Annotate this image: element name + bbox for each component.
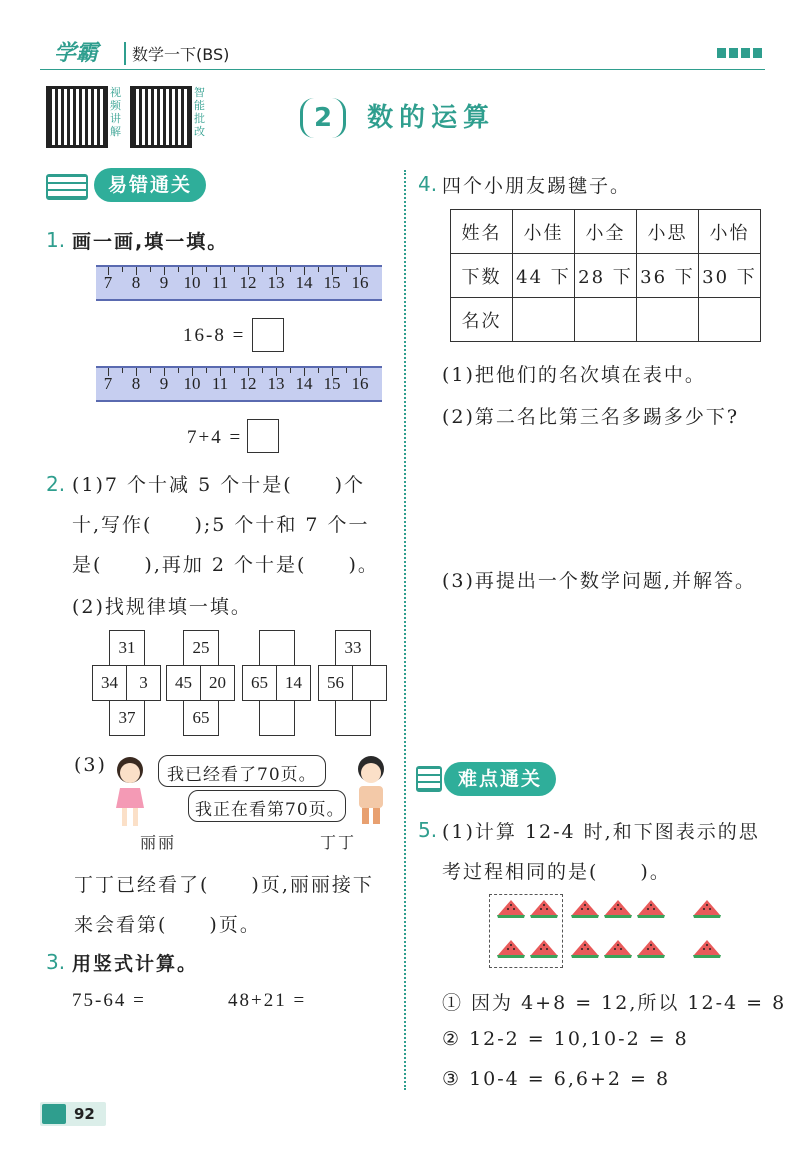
cross-3-left: 65 (242, 665, 277, 701)
watermelon-slice-icon (496, 898, 526, 918)
cross-3-right: 14 (276, 665, 311, 701)
table-cell: 44 下 (513, 254, 575, 298)
q3-title: 用竖式计算。 (72, 953, 199, 975)
ruler-minor-tick (262, 267, 263, 272)
ruler-number: 8 (131, 374, 141, 393)
pencil-note-icon (416, 766, 442, 792)
q5-option-3[interactable]: ③ 10-4 = 6,6+2 = 8 (442, 1068, 671, 1090)
table-cell: 下数 (451, 254, 513, 298)
ruler-minor-tick (150, 267, 151, 272)
watermelon-slice-icon (496, 938, 526, 958)
q5-option-1[interactable]: ① 因为 4+8 = 12,所以 12-4 = 8 (442, 992, 787, 1014)
q2-line3: 是( ),再加 2 个十是( )。 (72, 554, 379, 576)
header-squares (717, 48, 765, 58)
ruler-number: 7 (103, 374, 113, 393)
table-row (451, 210, 761, 254)
cross-4-right[interactable] (352, 665, 387, 701)
ruler-number: 12 (239, 374, 257, 393)
chapter-title: 数的运算 (367, 103, 496, 133)
q4-sub1: (1)把他们的名次填在表中。 (442, 364, 706, 386)
boy-name: 丁丁 (320, 833, 357, 852)
ruler-minor-tick (262, 368, 263, 373)
number-ruler-2 (96, 366, 382, 402)
watermelon-slice-icon (570, 898, 600, 918)
ruler-minor-tick (206, 267, 207, 272)
ruler-minor-tick (290, 267, 291, 272)
q5-number: 5. (418, 818, 438, 842)
q5-line1: (1)计算 12-4 时,和下图表示的思 (442, 821, 760, 843)
q1-equation-2: 7+4 = (187, 427, 243, 448)
table-cell: 小思 (637, 210, 699, 254)
ruler-number: 15 (323, 374, 341, 393)
ruler-number: 16 (351, 374, 369, 393)
answer-box-2[interactable] (247, 419, 279, 453)
ruler-number: 14 (295, 273, 313, 292)
watermelon-slice-icon (529, 938, 559, 958)
ruler-number: 13 (267, 374, 285, 393)
cross-1-right: 3 (126, 665, 161, 701)
watermelon-slice-icon (570, 938, 600, 958)
section-easy-errors: 易错通关 (94, 168, 206, 202)
ruler-number: 15 (323, 273, 341, 292)
q2-number: 2. (46, 472, 66, 496)
ruler-minor-tick (122, 267, 123, 272)
bubble-1-text: 我已经看了70页。 (167, 765, 317, 785)
rank-cell[interactable] (637, 298, 699, 342)
ruler-minor-tick (234, 267, 235, 272)
page-number-tab (40, 1102, 106, 1126)
ruler-minor-tick (346, 368, 347, 373)
watermelon-slice-icon (692, 898, 722, 918)
ruler-number: 12 (239, 273, 257, 292)
kick-table (450, 209, 761, 342)
speech-bubble-2 (188, 790, 346, 822)
cross-3-bottom[interactable] (259, 700, 295, 736)
cross-2-right: 20 (200, 665, 235, 701)
cross-1-left: 34 (92, 665, 127, 701)
ruler-minor-tick (234, 368, 235, 373)
ruler-number: 14 (295, 374, 313, 393)
ruler-minor-tick (122, 368, 123, 373)
number-ruler-1 (96, 265, 382, 301)
ruler-number: 9 (159, 273, 169, 292)
pattern-cross-1 (92, 630, 162, 736)
ruler-number: 11 (211, 374, 229, 393)
chapter-heading (300, 98, 495, 138)
header (40, 30, 765, 70)
book-title: 数学一下(BS) (124, 42, 229, 65)
ruler-number: 10 (183, 374, 201, 393)
watermelon-slice-icon (529, 898, 559, 918)
q3-expr-1: 75-64 = (72, 990, 146, 1011)
watermelon-slice-icon (636, 938, 666, 958)
table-cell: 小怡 (699, 210, 761, 254)
q4-sub2: (2)第二名比第三名多踢多少下? (442, 406, 740, 428)
qr-code-grading[interactable] (130, 86, 192, 148)
ruler-number: 7 (103, 273, 113, 292)
ruler-minor-tick (346, 267, 347, 272)
ruler-number: 11 (211, 273, 229, 292)
ruler-number: 9 (159, 374, 169, 393)
cross-4-top: 33 (335, 630, 371, 666)
q2-line4: (2)找规律填一填。 (72, 596, 252, 618)
q2-line6: 来会看第( )页。 (74, 914, 261, 936)
answer-box-1[interactable] (252, 318, 284, 352)
pencil-icon (42, 1104, 66, 1124)
notebook-icon (46, 174, 88, 200)
cross-2-top: 25 (183, 630, 219, 666)
q4-sub3: (3)再提出一个数学问题,并解答。 (442, 570, 756, 592)
q2-line5: 丁丁已经看了( )页,丽丽接下 (74, 874, 374, 896)
ruler-number: 16 (351, 273, 369, 292)
table-cell: 名次 (451, 298, 513, 342)
girl-illustration (106, 752, 156, 832)
cross-2-left: 45 (166, 665, 201, 701)
ruler-number: 10 (183, 273, 201, 292)
qr-label-video: 视频讲解 (110, 86, 121, 138)
ruler-minor-tick (318, 368, 319, 373)
ruler-minor-tick (290, 368, 291, 373)
qr-code-video[interactable] (46, 86, 108, 148)
ruler-minor-tick (178, 368, 179, 373)
page-number: 92 (74, 1105, 95, 1123)
table-cell: 36 下 (637, 254, 699, 298)
q5-line2: 考过程相同的是( )。 (442, 861, 671, 883)
rank-cell[interactable] (699, 298, 761, 342)
ruler-minor-tick (318, 267, 319, 272)
q1-title: 画一画,填一填。 (72, 231, 229, 253)
q4-title: 四个小朋友踢毽子。 (442, 175, 632, 197)
rank-cell[interactable] (513, 298, 575, 342)
chapter-number: 2 (300, 98, 346, 138)
ruler-number: 8 (131, 273, 141, 292)
speech-bubble-1 (158, 755, 326, 787)
ruler-minor-tick (178, 267, 179, 272)
table-cell: 30 下 (699, 254, 761, 298)
ruler-minor-tick (150, 368, 151, 373)
q3-expr-2: 48+21 = (228, 990, 307, 1011)
logo: 学霸 (54, 41, 99, 66)
table-cell: 小佳 (513, 210, 575, 254)
ruler-number: 13 (267, 273, 285, 292)
watermelon-slice-icon (603, 898, 633, 918)
q4-number: 4. (418, 172, 438, 196)
girl-name: 丽丽 (140, 833, 177, 852)
table-row (451, 254, 761, 298)
pattern-cross-2 (166, 630, 236, 736)
cross-1-top: 31 (109, 630, 145, 666)
table-cell: 28 下 (575, 254, 637, 298)
q1-number: 1. (46, 228, 66, 252)
cross-4-left: 56 (318, 665, 353, 701)
q2-part3-label: (3) (74, 754, 107, 776)
q5-option-2[interactable]: ② 12-2 = 10,10-2 = 8 (442, 1028, 689, 1050)
cross-3-top[interactable] (259, 630, 295, 666)
rank-cell[interactable] (575, 298, 637, 342)
boy-illustration (348, 752, 394, 832)
column-divider (404, 170, 406, 1090)
table-cell: 姓名 (451, 210, 513, 254)
watermelon-slice-icon (603, 938, 633, 958)
table-row (451, 298, 761, 342)
section-hard-points: 难点通关 (444, 762, 556, 796)
bubble-2-text: 我正在看第70页。 (195, 800, 345, 820)
cross-2-bottom: 65 (183, 700, 219, 736)
pattern-cross-4 (318, 630, 388, 736)
ruler-minor-tick (206, 368, 207, 373)
q1-equation-1: 16-8 = (183, 325, 246, 346)
cross-4-bottom[interactable] (335, 700, 371, 736)
qr-label-grading: 智能批改 (194, 86, 205, 138)
pattern-cross-3 (242, 630, 312, 736)
watermelon-slice-icon (692, 938, 722, 958)
q2-line1: (1)7 个十减 5 个十是( )个 (72, 474, 366, 496)
q3-number: 3. (46, 950, 66, 974)
watermelon-slice-icon (636, 898, 666, 918)
cross-1-bottom: 37 (109, 700, 145, 736)
q2-line2: 十,写作( );5 个十和 7 个一 (72, 514, 370, 536)
table-cell: 小全 (575, 210, 637, 254)
